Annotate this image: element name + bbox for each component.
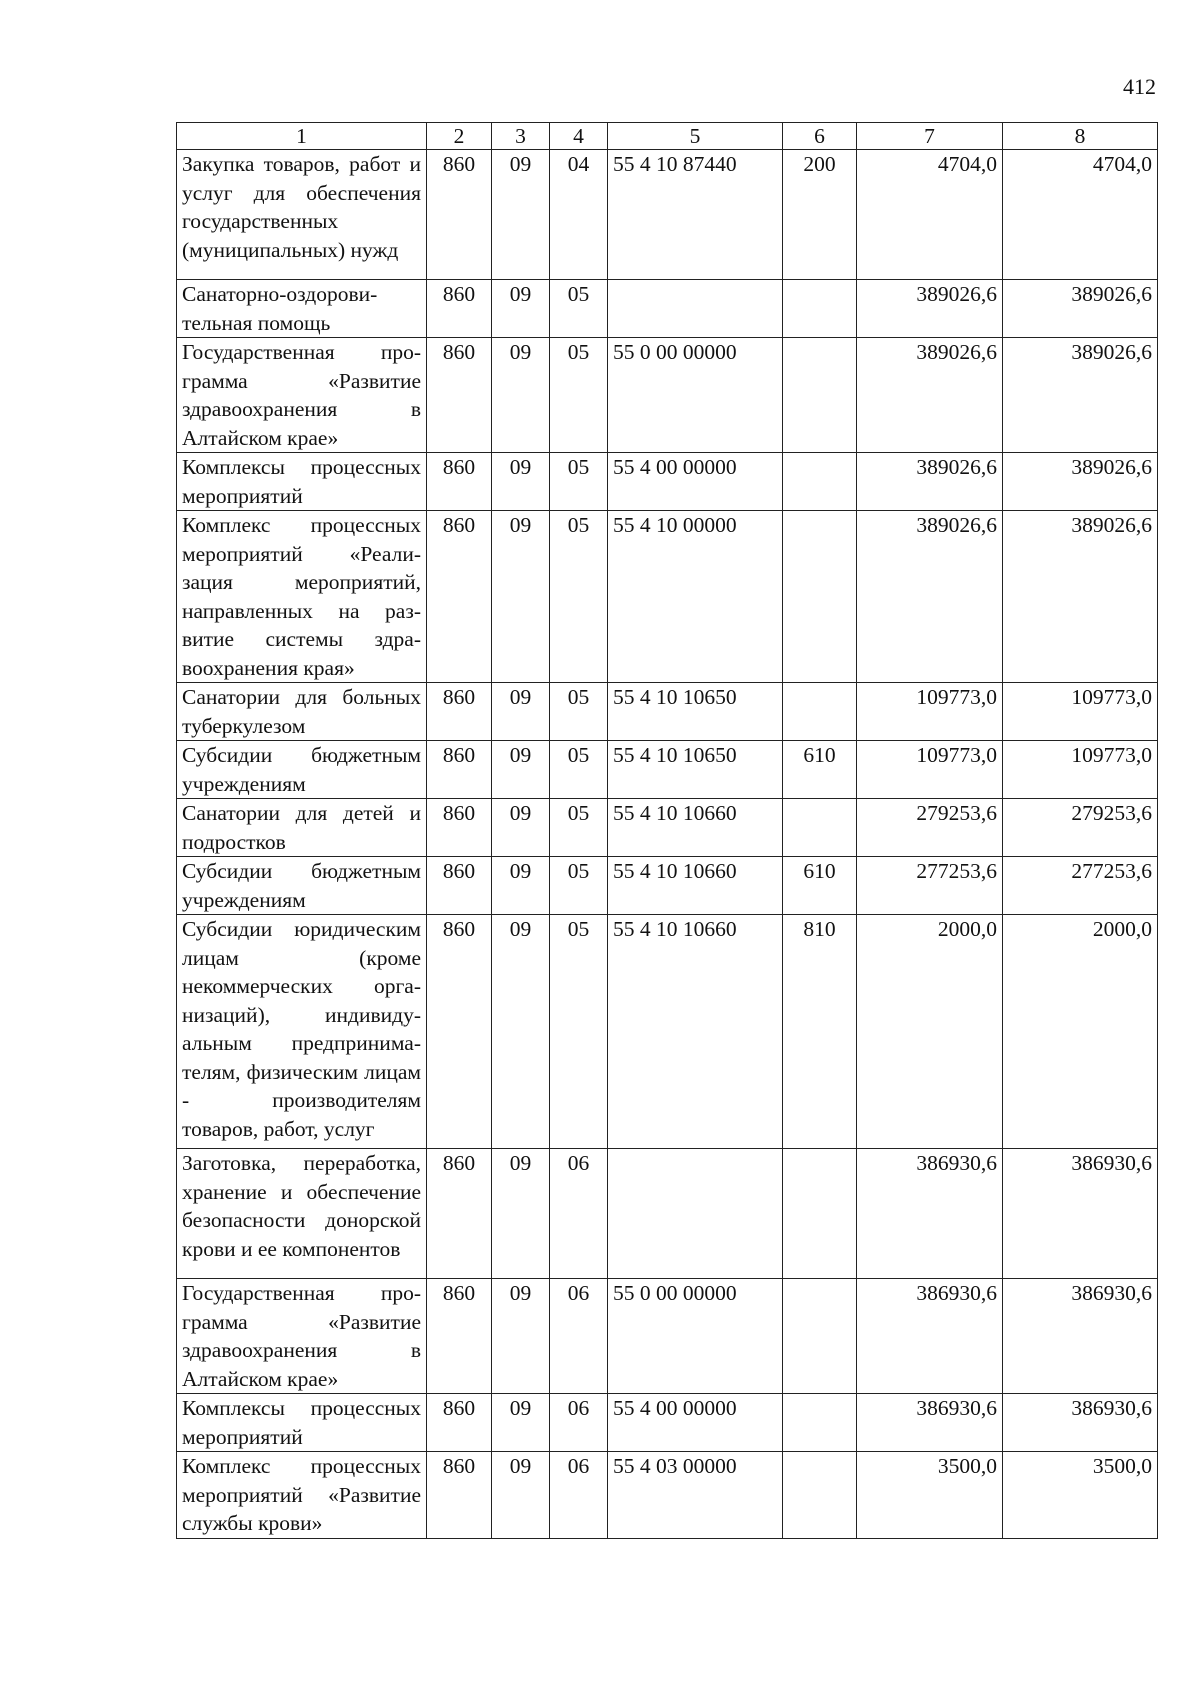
target-article-cell: 55 4 10 10660 <box>608 857 783 915</box>
column-header: 4 <box>550 123 608 150</box>
section-code-cell: 09 <box>492 338 550 453</box>
ministry-code-cell: 860 <box>427 338 492 453</box>
ministry-code-cell: 860 <box>427 511 492 683</box>
table-row <box>177 1452 1158 1539</box>
target-article-cell: 55 4 03 00000 <box>608 1452 783 1539</box>
amount-year-1-cell: 389026,6 <box>857 280 1003 338</box>
expense-type-cell <box>783 1279 857 1394</box>
column-header: 6 <box>783 123 857 150</box>
section-code-cell: 09 <box>492 150 550 280</box>
table-row <box>177 741 1158 799</box>
section-code-cell: 09 <box>492 1149 550 1279</box>
table-row <box>177 915 1158 1149</box>
subsection-code-cell: 05 <box>550 511 608 683</box>
amount-year-2-cell: 389026,6 <box>1003 453 1158 511</box>
table-header-row <box>177 123 1158 150</box>
amount-year-1-cell: 109773,0 <box>857 683 1003 741</box>
expense-name-cell: Субсидии юридическим лицам (кроме некоммерческих организаций), индивидуальным предпринимателям, физическим лицам - производителям товаров, работ, услуг <box>177 915 427 1149</box>
ministry-code-cell: 860 <box>427 799 492 857</box>
subsection-code-cell: 05 <box>550 799 608 857</box>
expense-name-cell: Заготовка, переработка, хранение и обеспечение безопасности донорской крови и ее компонентов <box>177 1149 427 1279</box>
section-code-cell: 09 <box>492 1452 550 1539</box>
table-row <box>177 150 1158 280</box>
amount-year-1-cell: 4704,0 <box>857 150 1003 280</box>
expense-type-cell <box>783 799 857 857</box>
expense-type-cell <box>783 338 857 453</box>
expense-name-cell: Субсидии бюджетным учреждениям <box>177 741 427 799</box>
amount-year-1-cell: 279253,6 <box>857 799 1003 857</box>
expense-name-cell: Санатории для больных туберкулезом <box>177 683 427 741</box>
amount-year-1-cell: 389026,6 <box>857 453 1003 511</box>
target-article-cell: 55 4 00 00000 <box>608 453 783 511</box>
expense-type-cell: 810 <box>783 915 857 1149</box>
expense-type-cell <box>783 280 857 338</box>
subsection-code-cell: 05 <box>550 683 608 741</box>
table-row <box>177 1149 1158 1279</box>
expense-type-cell <box>783 1394 857 1452</box>
section-code-cell: 09 <box>492 741 550 799</box>
table-row <box>177 453 1158 511</box>
amount-year-2-cell: 109773,0 <box>1003 683 1158 741</box>
ministry-code-cell: 860 <box>427 1452 492 1539</box>
target-article-cell <box>608 1149 783 1279</box>
column-header: 7 <box>857 123 1003 150</box>
subsection-code-cell: 06 <box>550 1452 608 1539</box>
target-article-cell <box>608 280 783 338</box>
section-code-cell: 09 <box>492 453 550 511</box>
target-article-cell: 55 4 10 10650 <box>608 741 783 799</box>
column-header: 3 <box>492 123 550 150</box>
amount-year-1-cell: 2000,0 <box>857 915 1003 1149</box>
target-article-cell: 55 0 00 00000 <box>608 338 783 453</box>
amount-year-1-cell: 277253,6 <box>857 857 1003 915</box>
section-code-cell: 09 <box>492 683 550 741</box>
amount-year-2-cell: 386930,6 <box>1003 1394 1158 1452</box>
ministry-code-cell: 860 <box>427 1279 492 1394</box>
amount-year-1-cell: 389026,6 <box>857 338 1003 453</box>
section-code-cell: 09 <box>492 511 550 683</box>
ministry-code-cell: 860 <box>427 857 492 915</box>
expense-type-cell <box>783 453 857 511</box>
amount-year-1-cell: 386930,6 <box>857 1394 1003 1452</box>
section-code-cell: 09 <box>492 857 550 915</box>
subsection-code-cell: 05 <box>550 857 608 915</box>
target-article-cell: 55 4 00 00000 <box>608 1394 783 1452</box>
subsection-code-cell: 05 <box>550 741 608 799</box>
target-article-cell: 55 4 10 10650 <box>608 683 783 741</box>
budget-table <box>176 122 1158 1539</box>
amount-year-2-cell: 109773,0 <box>1003 741 1158 799</box>
ministry-code-cell: 860 <box>427 1149 492 1279</box>
amount-year-2-cell: 386930,6 <box>1003 1149 1158 1279</box>
expense-type-cell <box>783 683 857 741</box>
column-header: 8 <box>1003 123 1158 150</box>
ministry-code-cell: 860 <box>427 683 492 741</box>
target-article-cell: 55 4 10 87440 <box>608 150 783 280</box>
expense-name-cell: Комплексы процессных мероприятий <box>177 1394 427 1452</box>
expense-name-cell: Комплекс процессных мероприятий «Развитие службы крови» <box>177 1452 427 1539</box>
subsection-code-cell: 05 <box>550 915 608 1149</box>
ministry-code-cell: 860 <box>427 150 492 280</box>
amount-year-2-cell: 279253,6 <box>1003 799 1158 857</box>
expense-name-cell: Субсидии бюджетным учреждениям <box>177 857 427 915</box>
table-row <box>177 1279 1158 1394</box>
amount-year-1-cell: 386930,6 <box>857 1279 1003 1394</box>
table-row <box>177 1394 1158 1452</box>
target-article-cell: 55 4 10 10660 <box>608 799 783 857</box>
table-row <box>177 683 1158 741</box>
column-header: 1 <box>177 123 427 150</box>
amount-year-1-cell: 386930,6 <box>857 1149 1003 1279</box>
ministry-code-cell: 860 <box>427 915 492 1149</box>
amount-year-2-cell: 386930,6 <box>1003 1279 1158 1394</box>
expense-name-cell: Государственная программа «Развитие здравоохранения в Алтайском крае» <box>177 1279 427 1394</box>
section-code-cell: 09 <box>492 1394 550 1452</box>
target-article-cell: 55 4 10 10660 <box>608 915 783 1149</box>
expense-name-cell: Государственная программа «Развитие здравоохранения в Алтайском крае» <box>177 338 427 453</box>
section-code-cell: 09 <box>492 915 550 1149</box>
amount-year-1-cell: 109773,0 <box>857 741 1003 799</box>
expense-name-cell: Санатории для детей и подростков <box>177 799 427 857</box>
subsection-code-cell: 05 <box>550 280 608 338</box>
ministry-code-cell: 860 <box>427 280 492 338</box>
ministry-code-cell: 860 <box>427 453 492 511</box>
amount-year-2-cell: 4704,0 <box>1003 150 1158 280</box>
amount-year-1-cell: 3500,0 <box>857 1452 1003 1539</box>
section-code-cell: 09 <box>492 1279 550 1394</box>
expense-type-cell: 610 <box>783 857 857 915</box>
subsection-code-cell: 06 <box>550 1394 608 1452</box>
subsection-code-cell: 04 <box>550 150 608 280</box>
expense-name-cell: Санаторно-оздоровительная помощь <box>177 280 427 338</box>
subsection-code-cell: 06 <box>550 1149 608 1279</box>
expense-type-cell: 610 <box>783 741 857 799</box>
subsection-code-cell: 05 <box>550 338 608 453</box>
column-header: 5 <box>608 123 783 150</box>
target-article-cell: 55 0 00 00000 <box>608 1279 783 1394</box>
expense-name-cell: Закупка товаров, работ и услуг для обеспечения государственных (муниципальных) нужд <box>177 150 427 280</box>
table-row <box>177 857 1158 915</box>
amount-year-2-cell: 277253,6 <box>1003 857 1158 915</box>
ministry-code-cell: 860 <box>427 1394 492 1452</box>
subsection-code-cell: 06 <box>550 1279 608 1394</box>
target-article-cell: 55 4 10 00000 <box>608 511 783 683</box>
table-row <box>177 280 1158 338</box>
table-row <box>177 511 1158 683</box>
expense-type-cell <box>783 1452 857 1539</box>
ministry-code-cell: 860 <box>427 741 492 799</box>
expense-type-cell: 200 <box>783 150 857 280</box>
section-code-cell: 09 <box>492 799 550 857</box>
subsection-code-cell: 05 <box>550 453 608 511</box>
table-row <box>177 338 1158 453</box>
column-header: 2 <box>427 123 492 150</box>
amount-year-2-cell: 389026,6 <box>1003 280 1158 338</box>
page-number: 412 <box>1123 74 1156 99</box>
amount-year-2-cell: 2000,0 <box>1003 915 1158 1149</box>
expense-type-cell <box>783 511 857 683</box>
table-row <box>177 799 1158 857</box>
expense-type-cell <box>783 1149 857 1279</box>
expense-name-cell: Комплекс процессных мероприятий «Реализация мероприятий, направленных на развитие системы здравоохранения края» <box>177 511 427 683</box>
amount-year-2-cell: 3500,0 <box>1003 1452 1158 1539</box>
amount-year-1-cell: 389026,6 <box>857 511 1003 683</box>
section-code-cell: 09 <box>492 280 550 338</box>
amount-year-2-cell: 389026,6 <box>1003 511 1158 683</box>
amount-year-2-cell: 389026,6 <box>1003 338 1158 453</box>
expense-name-cell: Комплексы процессных мероприятий <box>177 453 427 511</box>
